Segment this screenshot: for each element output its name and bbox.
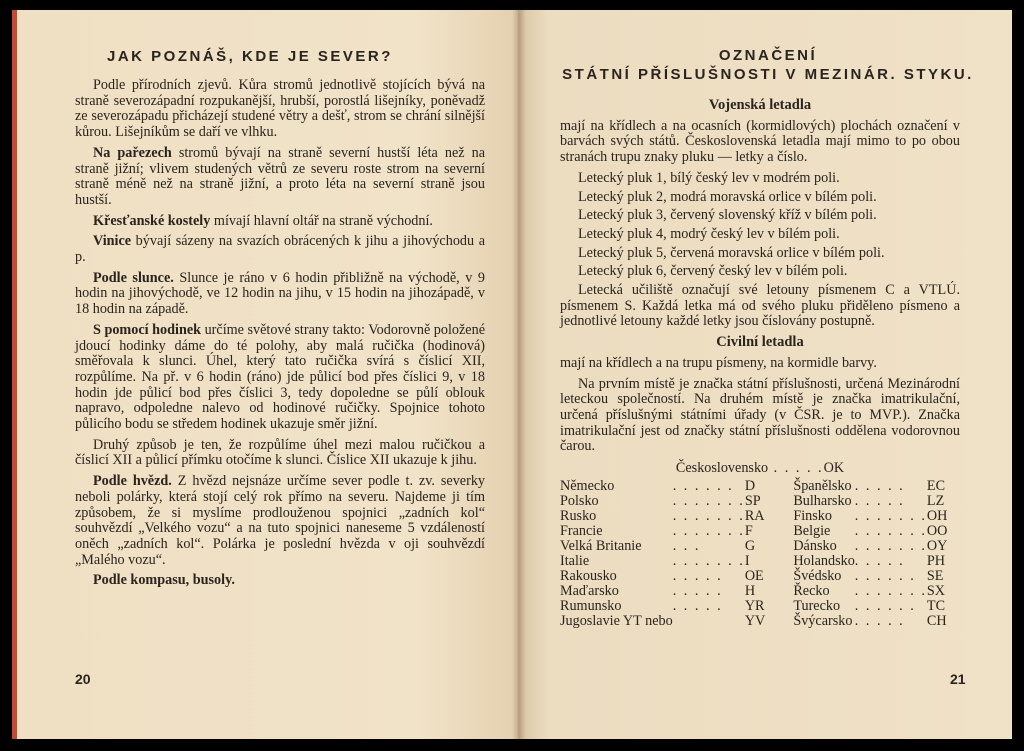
country-name: Německo — [560, 477, 615, 494]
leader-dots: . . . — [672, 537, 701, 554]
country-name: Maďarsko — [560, 582, 619, 599]
regiment-item: Letecký pluk 4, modrý český lev v bílém poli. — [578, 225, 840, 242]
left-page-title: JAK POZNÁŠ, KDE JE SEVER? — [107, 48, 393, 65]
regiment-item: Letecký pluk 6, červený český lev v bílém poli. — [578, 263, 848, 280]
regiment-list — [560, 171, 960, 280]
left-page-number: 20 — [75, 671, 91, 687]
country-code: CH — [926, 612, 947, 629]
country-code: YV — [744, 612, 766, 629]
paragraph-military: mají na křídlech a na ocasních (kormidlových) plochách označení v barvách svých států. Československá letadla mají mimo to po obou stranách trupu znaky pluku — letky a číslo. — [560, 117, 960, 166]
country-code: I — [744, 552, 750, 569]
paragraph-sun: Podle slunce. Slunce je ráno v 6 hodin přibližně na východě, v 9 hodin na jihovýchodě, ve 12 hodin na jihu, v 15 hodin na jihozápadě, v 18 hodin na západě. — [75, 269, 485, 318]
paragraph-civil: mají na křídlech a na trupu písmeny, na kormidle barvy. — [560, 354, 877, 371]
leader-dots: . . . . . — [672, 597, 723, 614]
paragraph-registration: Na prvním místě je značka státní příslušnosti, určená Mezinárodní leteckou společností. Na druhém místě je značka imatrikulační, určená příslušnými státními úřady (v ČSR. je to MVP.). Značka imatrikulační jest od značky státní příslušnosti oddělena vodorovnou čarou. — [560, 375, 960, 455]
leader-dots: . . . . . — [672, 567, 723, 584]
country-name: Rumunsko — [560, 597, 622, 614]
book-gutter — [512, 10, 526, 739]
paragraph-churches: Křesťanské kostely mívají hlavní oltář na straně východní. — [93, 212, 433, 229]
country-name: Finsko — [793, 507, 832, 524]
leader-dots: . . . . . — [854, 612, 905, 629]
country-name: Dánsko — [793, 537, 837, 554]
regiment-item: Letecký pluk 2, modrá moravská orlice v bílém poli. — [578, 188, 877, 205]
country-code-row — [560, 599, 947, 614]
paragraph-schools: Letecká učiliště označují své letouny písmenem C a VTLÚ. písmenem S. Každá letka má od svého pluku přiděleno písmeno a jednotlivé letouny každé letky jsou číslovány postupně. — [560, 282, 960, 330]
leader-dots: . . . . . . . — [672, 552, 745, 569]
leader-dots: . . . . . . . — [854, 507, 927, 524]
country-name: Bulharsko — [793, 492, 852, 509]
country-code: LZ — [926, 492, 945, 509]
paragraph-watch: S pomocí hodinek určíme světové strany takto: Vodorovně položené jdoucí hodinky dáme do té polohy, aby malá ručička (hodinová) směřovala k slunci. Úhel, který tato ručička svírá s číslicí XII, rozpůlíme. Na př. v 6 hodin (ráno) jde půlicí bod přes číslici 9, v 18 hodin jde půlicí bod přes číslici 3, tedy dopoledne se půlí oblouk napravo, odpoledne nalevo od hodinové ručičky. Spojnice tohoto půlicího bodu se středem hodinek ukazuje směr jižní. — [75, 321, 485, 433]
country-name: Francie — [560, 522, 603, 539]
book-spread — [12, 10, 1012, 739]
leader-dots: . . . . . . — [854, 597, 916, 614]
country-code-row — [560, 584, 947, 599]
country-code-row — [560, 554, 947, 569]
leader-dots: . . . . . . . — [672, 522, 745, 539]
country-name: Jugoslavie YT nebo — [560, 612, 673, 629]
title-line-2: STÁTNÍ PŘÍSLUŠNOSTI V MEZINÁR. STYKU. — [562, 66, 974, 83]
country-code-row — [560, 509, 947, 524]
country-code-row — [560, 524, 947, 539]
country-code: SP — [744, 492, 761, 509]
paragraph-nature: Podle přírodních zjevů. Kůra stromů jednotlivě stojících bývá na straně severozápadní rozpukanější, hrubší, porostlá lišejníky, poněvadž ze severozápadu přicházejí studené větry a dešť, strom se chrání silnější kůrou. Lišejníkům se daří ve vlhku. — [75, 77, 485, 141]
civil-heading: Civilní letadla — [716, 334, 804, 351]
country-code: RA — [744, 507, 765, 524]
paragraph-compass: Podle kompasu, busoly. — [93, 572, 235, 589]
country-name: Španělsko — [793, 477, 852, 494]
leader-dots: . . . . . . . — [854, 522, 927, 539]
regiment-item: Letecký pluk 1, bílý český lev v modrém poli. — [578, 169, 840, 186]
country-code-row — [560, 539, 947, 554]
regiment-item: Letecký pluk 3, červený slovenský kříž v bílém poli. — [578, 207, 877, 224]
country-code: G — [744, 537, 756, 554]
leader-dots: . . . . . . — [854, 567, 916, 584]
country-name: Rusko — [560, 507, 597, 524]
country-code: D — [744, 477, 756, 494]
country-code: OE — [744, 567, 764, 584]
leader-dots: . . . . . — [854, 477, 905, 494]
country-name: Polsko — [560, 492, 599, 509]
country-name: Italie — [560, 552, 590, 569]
country-code: F — [744, 522, 753, 539]
leader-dots — [673, 614, 745, 629]
country-name: Řecko — [793, 582, 830, 599]
country-code: SE — [926, 567, 944, 584]
country-code-table — [560, 479, 947, 629]
leader-dots: . . . . . . . — [854, 582, 927, 599]
country-code-row — [560, 569, 947, 584]
paragraph-second-method: Druhý způsob je ten, že rozpůlíme úhel mezi malou ručičkou a číslicí XII a půlicí přímku otočíme k slunci. Číslice XII ukazuje k jihu. — [75, 436, 485, 469]
right-page-number: 21 — [950, 671, 966, 687]
country-name: Belgie — [793, 522, 831, 539]
country-code: H — [744, 582, 756, 599]
country-code-row — [560, 614, 947, 629]
country-code-row — [560, 494, 947, 509]
right-page-title — [538, 46, 998, 84]
country-name: Turecko — [793, 597, 841, 614]
country-code: YR — [744, 597, 765, 614]
country-name: Rakousko — [560, 567, 617, 584]
country-name: Holandsko — [793, 552, 855, 569]
title-line-1: OZNAČENÍ — [718, 47, 818, 64]
right-page — [518, 10, 1012, 739]
paragraph-vineyards: Vinice bývají sázeny na svazích obrácených k jihu a jihovýchodu a p. — [75, 233, 485, 266]
right-page-text — [560, 94, 960, 629]
country-code: SX — [926, 582, 946, 599]
czechoslovakia-code: Československo . . . . .OK — [675, 460, 845, 477]
paragraph-stars: Podle hvězd. Z hvězd nejsnáze určíme sever podle t. zv. severky neboli polárky, která stojí celý rok přímo na severu. Najdeme ji tím způsobem, že si myslíme prodlouženou spojnici „zadních kol“ souhvězdí „Velkého vozu“ a na tuto spojnici naneseme 5 vzdáleností oněch „zadních kol“. Polárka je poslední hvězda v oji souhvězdí „Malého vozu“. — [75, 473, 486, 568]
leader-dots: . . . . . . . — [672, 492, 745, 509]
paragraph-stumps: Na pařezech stromů bývají na straně severní hustší léta než na straně jižní; vlivem studených větrů ze severu roste strom na severní straně méně než na straně jižní, a proto léta na severní straně jsou hustší. — [75, 144, 486, 208]
military-heading: Vojenská letadla — [708, 97, 812, 113]
leader-dots: . . . . . . . — [672, 507, 745, 524]
leader-dots: . . . . . — [672, 582, 723, 599]
country-code: TC — [926, 597, 946, 614]
leader-dots: . . . . . . — [672, 477, 734, 494]
regiment-item: Letecký pluk 5, červená moravská orlice v bílém poli. — [578, 244, 885, 261]
country-name: Švédsko — [793, 567, 842, 584]
country-code: PH — [926, 552, 946, 569]
country-code-row — [560, 479, 947, 494]
left-page-text — [75, 78, 485, 594]
country-code: OY — [926, 537, 948, 554]
leader-dots: . . . . . — [854, 492, 905, 509]
left-page — [12, 10, 518, 739]
country-code: OO — [926, 522, 948, 539]
country-code: OH — [926, 507, 948, 524]
country-name: Velká Britanie — [560, 537, 642, 554]
leader-dots: . . . . . — [854, 552, 905, 569]
country-code: EC — [926, 477, 946, 494]
country-name: Švýcarsko — [793, 612, 853, 629]
leader-dots: . . . . . . . — [854, 537, 927, 554]
